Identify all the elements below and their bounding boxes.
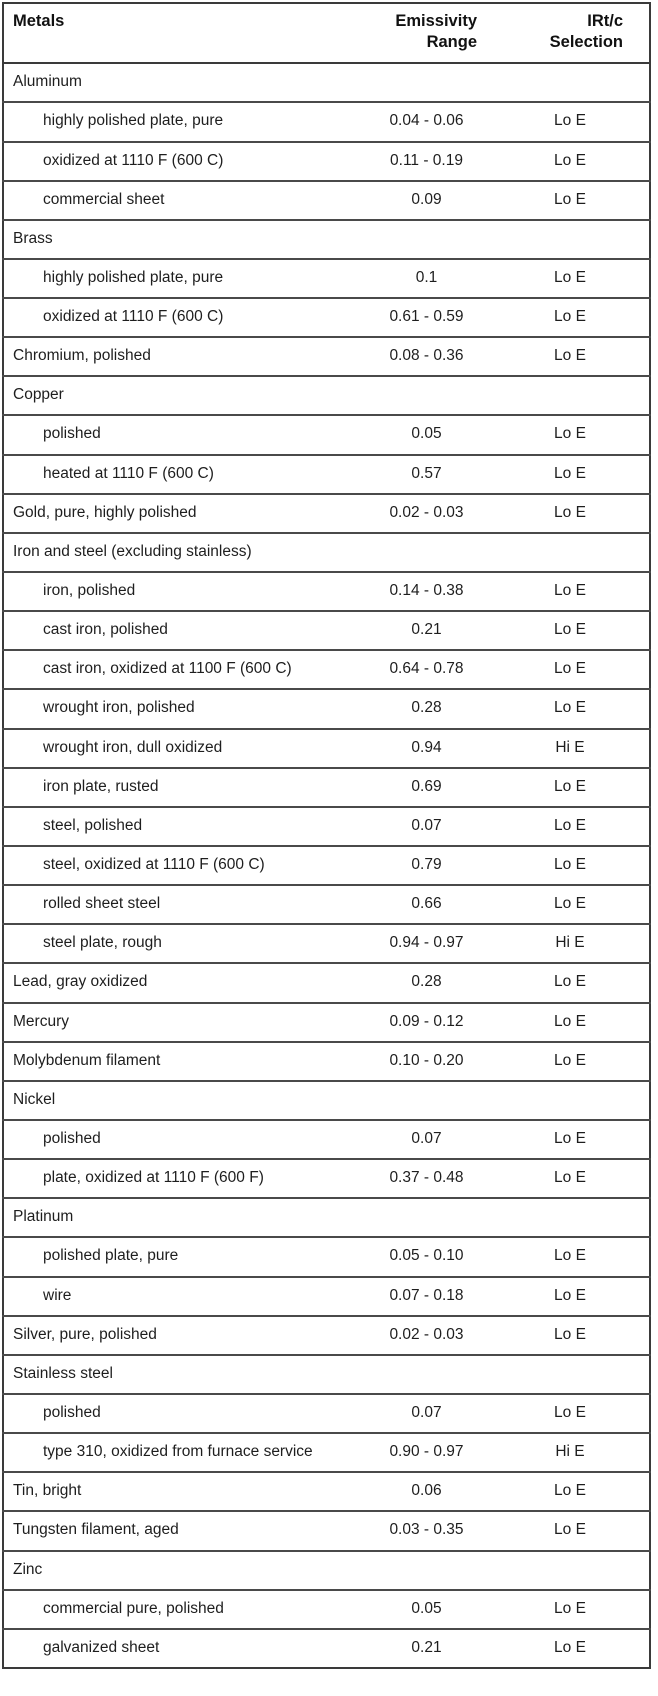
table-row — [3, 885, 650, 924]
cell-irtc-selection — [503, 1198, 650, 1237]
cell-emissivity-range: 0.09 - 0.12 — [348, 1003, 503, 1042]
cell-irtc-selection — [503, 376, 650, 415]
cell-material-name: heated at 1110 F (600 C) — [3, 455, 348, 494]
cell-emissivity-range: 0.04 - 0.06 — [348, 102, 503, 141]
table-row — [3, 689, 650, 728]
table-row — [3, 1472, 650, 1511]
table-row — [3, 1590, 650, 1629]
table-row — [3, 807, 650, 846]
column-header-emissivity-range — [348, 3, 503, 63]
cell-irtc-selection: Lo E — [503, 181, 650, 220]
cell-irtc-selection: Lo E — [503, 1120, 650, 1159]
cell-material-name: commercial pure, polished — [3, 1590, 348, 1629]
cell-irtc-selection: Lo E — [503, 1003, 650, 1042]
cell-irtc-selection: Lo E — [503, 1237, 650, 1276]
cell-emissivity-range: 0.07 - 0.18 — [348, 1277, 503, 1316]
column-header-irtc-line1: IRt/c — [587, 12, 623, 30]
cell-material-name: oxidized at 1110 F (600 C) — [3, 142, 348, 181]
table-row — [3, 963, 650, 1002]
cell-material-name: steel, oxidized at 1110 F (600 C) — [3, 846, 348, 885]
cell-material-category: Stainless steel — [3, 1355, 348, 1394]
cell-material-name: steel, polished — [3, 807, 348, 846]
table-row — [3, 1237, 650, 1276]
cell-irtc-selection: Lo E — [503, 1629, 650, 1668]
cell-material-name: Molybdenum filament — [3, 1042, 348, 1081]
table-row — [3, 1355, 650, 1394]
cell-irtc-selection: Lo E — [503, 650, 650, 689]
table-row — [3, 337, 650, 376]
cell-material-name: Chromium, polished — [3, 337, 348, 376]
cell-material-name: iron, polished — [3, 572, 348, 611]
table-row — [3, 846, 650, 885]
cell-irtc-selection: Lo E — [503, 1394, 650, 1433]
table-row — [3, 181, 650, 220]
table-row — [3, 63, 650, 102]
cell-emissivity-range: 0.07 — [348, 807, 503, 846]
cell-material-name: rolled sheet steel — [3, 885, 348, 924]
cell-irtc-selection: Lo E — [503, 807, 650, 846]
cell-emissivity-range: 0.08 - 0.36 — [348, 337, 503, 376]
cell-emissivity-range: 0.79 — [348, 846, 503, 885]
cell-material-name: wire — [3, 1277, 348, 1316]
cell-irtc-selection — [503, 1081, 650, 1120]
column-header-irtc-line2: Selection — [549, 33, 623, 52]
table-row — [3, 142, 650, 181]
column-header-emissivity-line1: Emissivity — [395, 12, 477, 30]
cell-irtc-selection: Lo E — [503, 1472, 650, 1511]
cell-irtc-selection: Lo E — [503, 768, 650, 807]
cell-material-name: Tin, bright — [3, 1472, 348, 1511]
cell-material-name: polished — [3, 415, 348, 454]
cell-material-category: Nickel — [3, 1081, 348, 1120]
table-row — [3, 494, 650, 533]
cell-irtc-selection — [503, 63, 650, 102]
cell-emissivity-range: 0.14 - 0.38 — [348, 572, 503, 611]
cell-irtc-selection: Hi E — [503, 729, 650, 768]
column-header-irtc-selection — [503, 3, 650, 63]
cell-irtc-selection: Lo E — [503, 1590, 650, 1629]
table-header-row — [3, 3, 650, 63]
cell-irtc-selection — [503, 220, 650, 259]
cell-irtc-selection: Lo E — [503, 102, 650, 141]
table-row — [3, 220, 650, 259]
cell-emissivity-range: 0.90 - 0.97 — [348, 1433, 503, 1472]
cell-material-name: polished — [3, 1120, 348, 1159]
cell-irtc-selection: Lo E — [503, 455, 650, 494]
cell-emissivity-range: 0.94 - 0.97 — [348, 924, 503, 963]
cell-material-name: oxidized at 1110 F (600 C) — [3, 298, 348, 337]
table-row — [3, 455, 650, 494]
table-row — [3, 533, 650, 572]
cell-material-name: commercial sheet — [3, 181, 348, 220]
cell-emissivity-range: 0.11 - 0.19 — [348, 142, 503, 181]
table-row — [3, 259, 650, 298]
cell-emissivity-range: 0.05 — [348, 1590, 503, 1629]
cell-material-name: Mercury — [3, 1003, 348, 1042]
cell-emissivity-range: 0.07 — [348, 1394, 503, 1433]
cell-emissivity-range: 0.02 - 0.03 — [348, 1316, 503, 1355]
cell-material-name: steel plate, rough — [3, 924, 348, 963]
table-header — [3, 3, 650, 63]
cell-emissivity-range: 0.07 — [348, 1120, 503, 1159]
cell-emissivity-range: 0.21 — [348, 611, 503, 650]
cell-emissivity-range: 0.05 - 0.10 — [348, 1237, 503, 1276]
cell-emissivity-range — [348, 1355, 503, 1394]
cell-material-name: cast iron, polished — [3, 611, 348, 650]
table-body — [3, 63, 650, 1668]
cell-irtc-selection: Lo E — [503, 259, 650, 298]
cell-emissivity-range: 0.06 — [348, 1472, 503, 1511]
cell-emissivity-range — [348, 1551, 503, 1590]
table-row — [3, 1551, 650, 1590]
cell-material-name: galvanized sheet — [3, 1629, 348, 1668]
column-header-metals: Metals — [3, 3, 348, 63]
cell-irtc-selection: Hi E — [503, 924, 650, 963]
cell-emissivity-range — [348, 533, 503, 572]
cell-irtc-selection: Lo E — [503, 142, 650, 181]
cell-material-category: Brass — [3, 220, 348, 259]
cell-irtc-selection: Lo E — [503, 846, 650, 885]
table-row — [3, 1003, 650, 1042]
cell-irtc-selection: Lo E — [503, 1511, 650, 1550]
cell-emissivity-range: 0.02 - 0.03 — [348, 494, 503, 533]
column-header-emissivity-line2: Range — [426, 33, 477, 52]
cell-irtc-selection: Lo E — [503, 415, 650, 454]
cell-emissivity-range: 0.09 — [348, 181, 503, 220]
table-row — [3, 650, 650, 689]
cell-irtc-selection: Lo E — [503, 963, 650, 1002]
cell-material-name: Tungsten filament, aged — [3, 1511, 348, 1550]
cell-material-name: wrought iron, dull oxidized — [3, 729, 348, 768]
cell-emissivity-range: 0.03 - 0.35 — [348, 1511, 503, 1550]
cell-irtc-selection — [503, 1355, 650, 1394]
table-row — [3, 924, 650, 963]
cell-emissivity-range: 0.28 — [348, 689, 503, 728]
table-row — [3, 1277, 650, 1316]
cell-material-name: highly polished plate, pure — [3, 102, 348, 141]
cell-material-name: cast iron, oxidized at 1100 F (600 C) — [3, 650, 348, 689]
cell-emissivity-range: 0.05 — [348, 415, 503, 454]
cell-emissivity-range: 0.64 - 0.78 — [348, 650, 503, 689]
cell-material-name: wrought iron, polished — [3, 689, 348, 728]
table-row — [3, 572, 650, 611]
cell-emissivity-range — [348, 1198, 503, 1237]
cell-emissivity-range — [348, 63, 503, 102]
cell-emissivity-range: 0.37 - 0.48 — [348, 1159, 503, 1198]
table-row — [3, 729, 650, 768]
cell-irtc-selection — [503, 1551, 650, 1590]
cell-irtc-selection — [503, 533, 650, 572]
cell-irtc-selection: Lo E — [503, 298, 650, 337]
table-row — [3, 768, 650, 807]
cell-material-name: Lead, gray oxidized — [3, 963, 348, 1002]
table-row — [3, 1081, 650, 1120]
cell-material-name: highly polished plate, pure — [3, 259, 348, 298]
table-row — [3, 1120, 650, 1159]
cell-material-category: Iron and steel (excluding stainless) — [3, 533, 348, 572]
cell-emissivity-range: 0.1 — [348, 259, 503, 298]
cell-emissivity-range: 0.66 — [348, 885, 503, 924]
cell-emissivity-range — [348, 376, 503, 415]
cell-irtc-selection: Lo E — [503, 1042, 650, 1081]
cell-emissivity-range — [348, 1081, 503, 1120]
cell-emissivity-range: 0.69 — [348, 768, 503, 807]
cell-irtc-selection: Lo E — [503, 1316, 650, 1355]
cell-irtc-selection: Lo E — [503, 1277, 650, 1316]
table-row — [3, 1316, 650, 1355]
cell-emissivity-range: 0.57 — [348, 455, 503, 494]
cell-material-name: type 310, oxidized from furnace service — [3, 1433, 348, 1472]
cell-irtc-selection: Lo E — [503, 572, 650, 611]
cell-irtc-selection: Lo E — [503, 689, 650, 728]
table-row — [3, 376, 650, 415]
cell-irtc-selection: Lo E — [503, 494, 650, 533]
table-row — [3, 415, 650, 454]
cell-material-name: plate, oxidized at 1110 F (600 F) — [3, 1159, 348, 1198]
table-row — [3, 1042, 650, 1081]
cell-irtc-selection: Lo E — [503, 611, 650, 650]
table-row — [3, 1629, 650, 1668]
cell-irtc-selection: Lo E — [503, 1159, 650, 1198]
cell-material-name: polished plate, pure — [3, 1237, 348, 1276]
cell-material-category: Aluminum — [13, 73, 82, 91]
table-row — [3, 102, 650, 141]
emissivity-table — [2, 2, 651, 1669]
cell-material-name: iron plate, rusted — [3, 768, 348, 807]
cell-material-name: Silver, pure, polished — [3, 1316, 348, 1355]
cell-emissivity-range: 0.10 - 0.20 — [348, 1042, 503, 1081]
cell-irtc-selection: Lo E — [503, 885, 650, 924]
cell-emissivity-range: 0.94 — [348, 729, 503, 768]
cell-material-category: Platinum — [3, 1198, 348, 1237]
table-row — [3, 1394, 650, 1433]
cell-irtc-selection: Lo E — [503, 337, 650, 376]
table-row — [3, 1198, 650, 1237]
table-row — [3, 611, 650, 650]
cell-emissivity-range: 0.21 — [348, 1629, 503, 1668]
cell-irtc-selection: Hi E — [503, 1433, 650, 1472]
cell-material-name: polished — [3, 1394, 348, 1433]
cell-emissivity-range: 0.28 — [348, 963, 503, 1002]
table-row — [3, 298, 650, 337]
cell-emissivity-range: 0.61 - 0.59 — [348, 298, 503, 337]
table-row — [3, 1433, 650, 1472]
cell-material-name: Gold, pure, highly polished — [3, 494, 348, 533]
cell-material-category: Copper — [3, 376, 348, 415]
table-row — [3, 1159, 650, 1198]
table-row — [3, 1511, 650, 1550]
cell-material-category: Zinc — [3, 1551, 348, 1590]
cell-emissivity-range — [348, 220, 503, 259]
